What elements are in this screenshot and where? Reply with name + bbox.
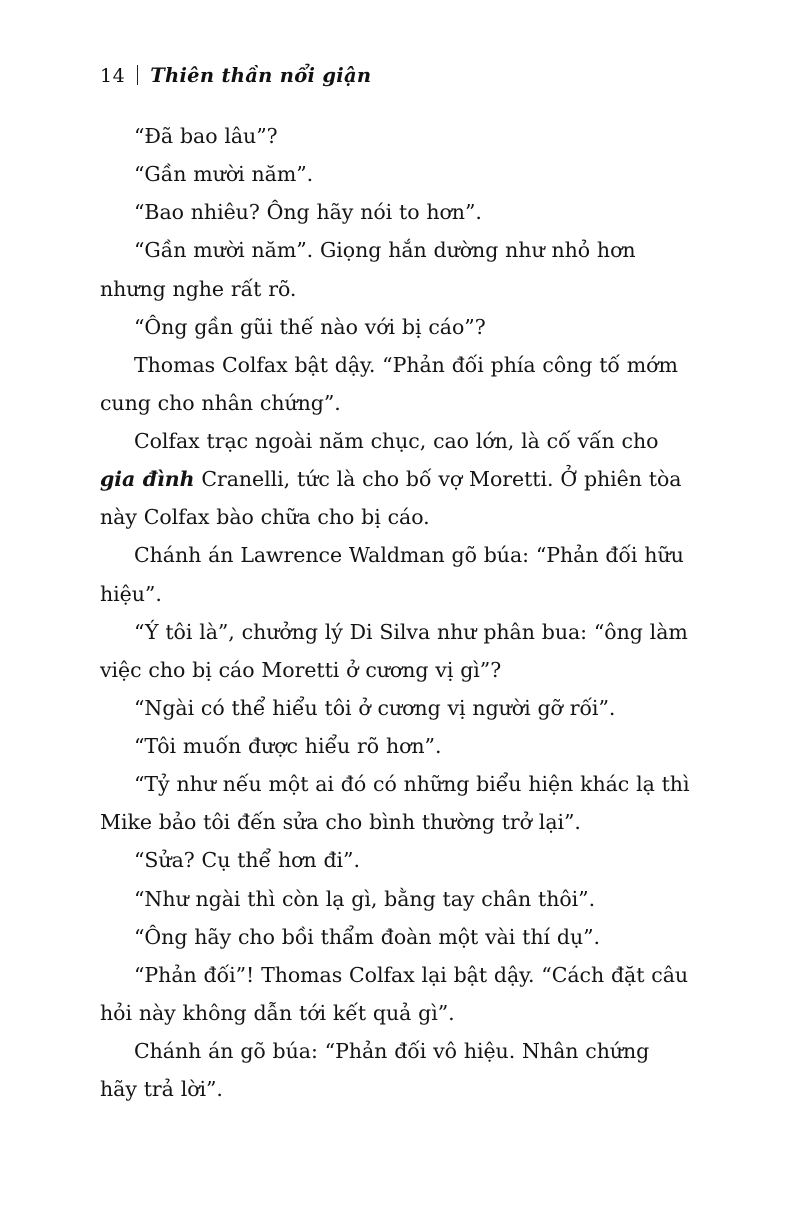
paragraph: “Như ngài thì còn lạ gì, bằng tay chân thôi”. [134,886,596,911]
paragraph: Chánh án Lawrence Waldman gõ búa: “Phản đối hữu hiệu”. [100,543,684,606]
paragraph: “Ngài có thể hiểu tôi ở cương vị người gỡ rối”. [134,695,616,720]
paragraph-part-pre: Colfax trạc ngoài năm chục, cao lớn, là cố vấn cho [134,429,659,453]
body-text [100,117,690,1108]
paragraph: Thomas Colfax bật dậy. “Phản đối phía công tố mớm cung cho nhân chứng”. [100,352,678,415]
paragraph: “Ông gần gũi thế nào với bị cáo”? [134,314,486,339]
paragraph: “Phản đối”! Thomas Colfax lại bật dậy. “Cách đặt câu hỏi này không dẫn tới kết quả gì”. [100,962,689,1025]
book-title: Thiên thần nổi giận [150,64,372,87]
paragraph: “Tỷ như nếu một ai đó có những biểu hiện khác lạ thì Mike bảo tôi đến sửa cho bình thường trở lại”. [100,772,690,835]
page-number: 14 [100,65,126,87]
paragraph-with-italic [100,422,690,536]
paragraph: “Sửa? Cụ thể hơn đi”. [134,848,360,873]
paragraph: “Gần mười năm”. Giọng hắn dường như nhỏ hơn nhưng nghe rất rõ. [100,238,636,301]
paragraph-part-post: Cranelli, tức là cho bố vợ Moretti. Ở phiên tòa này Colfax bào chữa cho bị cáo. [100,467,682,530]
paragraph: “Tôi muốn được hiểu rõ hơn”. [134,734,442,758]
paragraph-part-italic: gia đình [100,467,195,492]
running-head [100,62,690,87]
header-divider [137,65,138,85]
paragraph: Chánh án gõ búa: “Phản đối vô hiệu. Nhân chứng hãy trả lời”. [100,1039,650,1102]
paragraph: “Gần mười năm”. [134,162,314,187]
paragraph: “Đã bao lâu”? [134,124,278,148]
paragraph: “Bao nhiêu? Ông hãy nói to hơn”. [134,200,482,225]
paragraph: “Ý tôi là”, chưởng lý Di Silva như phân bua: “ông làm việc cho bị cáo Moretti ở cương vị gì”? [100,619,688,682]
paragraph: “Ông hãy cho bồi thẩm đoàn một vài thí dụ”. [134,924,600,949]
